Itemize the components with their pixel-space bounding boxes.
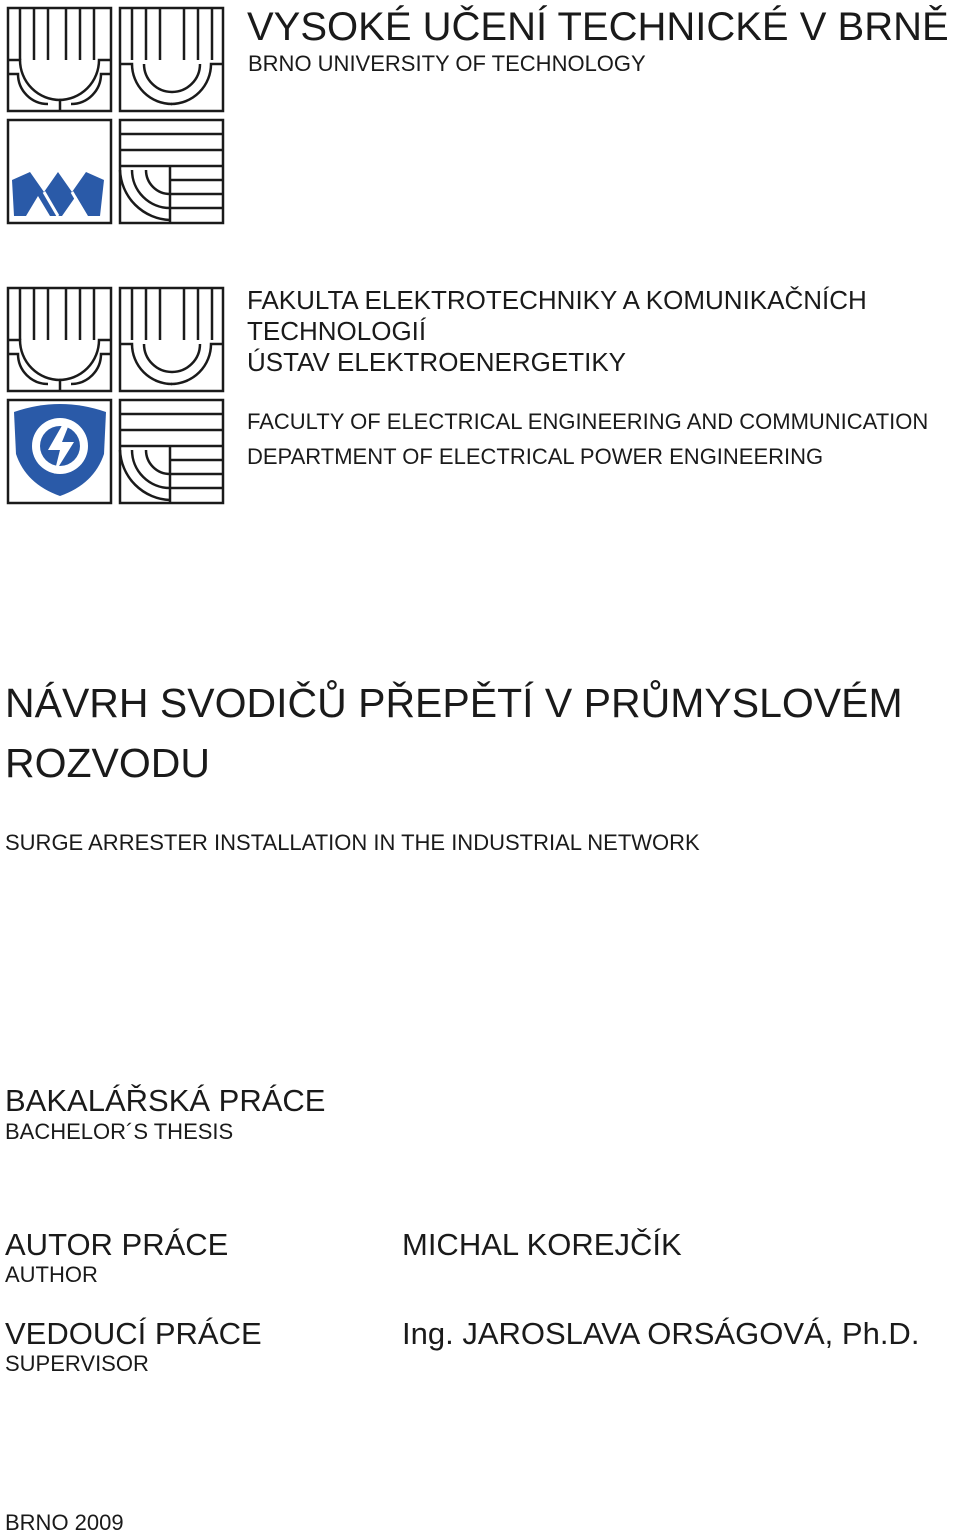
thesis-title-cz-line2: ROZVODU <box>5 740 210 786</box>
faculty-name-cz-line2: TECHNOLOGIÍ <box>247 316 427 346</box>
thesis-title-cz-line1: NÁVRH SVODIČŮ PŘEPĚTÍ V PRŮMYSLOVÉM <box>5 680 903 726</box>
thesis-type-cz: BAKALÁŘSKÁ PRÁCE <box>5 1083 326 1118</box>
vut-logo-icon <box>4 4 228 226</box>
supervisor-name: Ing. JAROSLAVA ORSÁGOVÁ, Ph.D. <box>402 1316 920 1351</box>
author-name: MICHAL KOREJČÍK <box>402 1227 682 1262</box>
university-name-en: BRNO UNIVERSITY OF TECHNOLOGY <box>248 51 646 76</box>
author-label-en: AUTHOR <box>5 1262 98 1287</box>
thesis-title-en: SURGE ARRESTER INSTALLATION IN THE INDUSTRIAL NETWORK <box>5 830 700 855</box>
supervisor-label-en: SUPERVISOR <box>5 1351 149 1376</box>
place-year: BRNO 2009 <box>5 1510 124 1535</box>
faculty-name-en: FACULTY OF ELECTRICAL ENGINEERING AND COMMUNICATION <box>247 409 929 434</box>
supervisor-label-cz: VEDOUCÍ PRÁCE <box>5 1316 262 1351</box>
department-name-en: DEPARTMENT OF ELECTRICAL POWER ENGINEERING <box>247 444 824 469</box>
faculty-name-cz-line1: FAKULTA ELEKTROTECHNIKY A KOMUNIKAČNÍCH <box>247 285 867 315</box>
faculty-logo <box>4 284 228 506</box>
university-name-cz: VYSOKÉ UČENÍ TECHNICKÉ V BRNĚ <box>247 5 949 49</box>
university-logo <box>4 4 228 226</box>
thesis-type-en: BACHELOR´S THESIS <box>5 1119 234 1144</box>
fekt-logo-icon <box>4 284 228 506</box>
author-label-cz: AUTOR PRÁCE <box>5 1227 229 1262</box>
department-name-cz: ÚSTAV ELEKTROENERGETIKY <box>247 347 627 377</box>
